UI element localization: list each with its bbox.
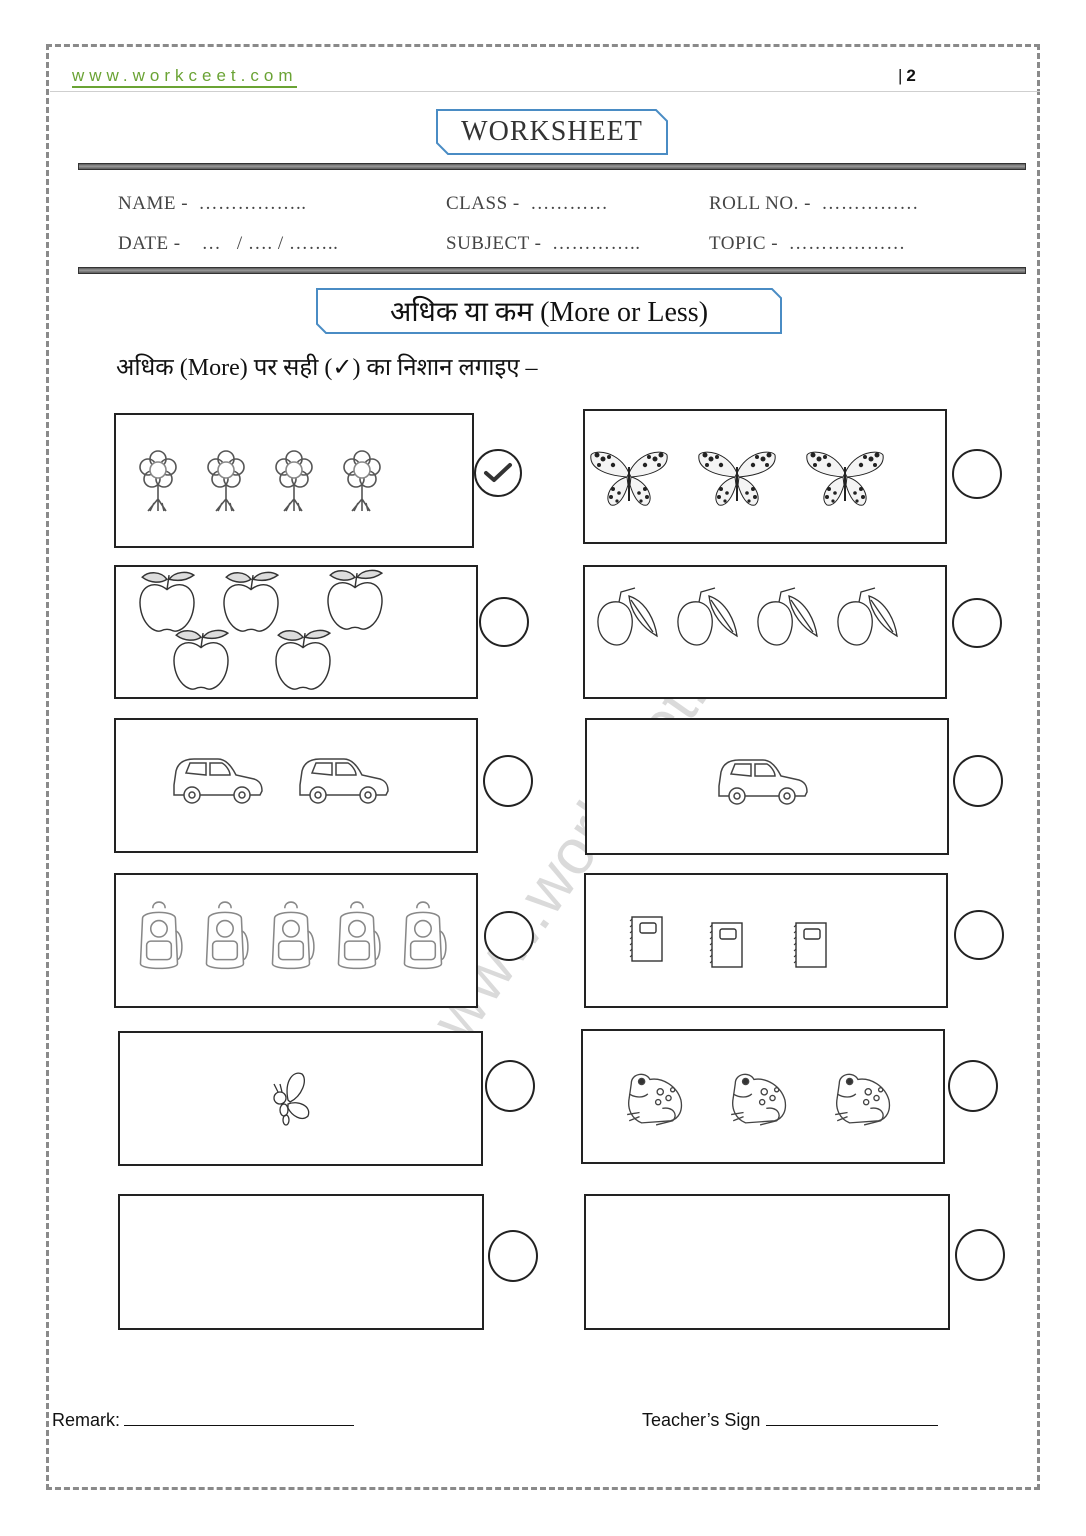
- school-bag-icon: [202, 900, 250, 972]
- exercise-2-right-card: [583, 565, 947, 699]
- small-butterfly-icon: [258, 1069, 314, 1129]
- page-number-value: 2: [906, 66, 916, 85]
- page-number: [898, 66, 916, 86]
- date-field[interactable]: DATE - … / …. / ……..: [118, 233, 339, 254]
- worksheet-title-box: [436, 109, 668, 155]
- exercise-2-left-card: [114, 565, 478, 699]
- school-bag-icon: [136, 900, 184, 972]
- exercise-6-right-card[interactable]: [584, 1194, 950, 1330]
- name-field[interactable]: NAME - ……………..: [118, 193, 307, 214]
- page-number-separator: |: [898, 66, 903, 85]
- topic-title-box: [316, 288, 782, 334]
- exercise-3-right-card: [585, 718, 949, 855]
- exercise-5-right-answer-circle[interactable]: [948, 1060, 998, 1112]
- frog-icon: [723, 1067, 791, 1127]
- flower-icon: [274, 449, 314, 513]
- car-icon: [296, 751, 392, 805]
- apple-icon: [324, 569, 386, 633]
- exercise-3-left-answer-circle[interactable]: [483, 755, 533, 807]
- exercise-1-left-answer-circle[interactable]: [474, 449, 522, 497]
- school-bag-icon: [334, 900, 382, 972]
- exercise-6-left-answer-circle[interactable]: [488, 1230, 538, 1282]
- notebook-icon: [792, 921, 828, 969]
- exercise-5-left-answer-circle[interactable]: [485, 1060, 535, 1112]
- exercise-2-right-answer-circle[interactable]: [952, 598, 1002, 648]
- mango-icon: [835, 583, 899, 651]
- apple-icon: [170, 629, 232, 693]
- exercise-1-right-card: [583, 409, 947, 544]
- flower-icon: [206, 449, 246, 513]
- car-group: [715, 752, 811, 806]
- flower-icon: [138, 449, 178, 513]
- butterfly-group: [589, 445, 885, 509]
- exercise-1-left-card: [114, 413, 474, 548]
- mango-icon: [675, 583, 739, 651]
- exercise-5-left-card: [118, 1031, 483, 1166]
- teacher-sign-row: [642, 1409, 938, 1431]
- frog-icon: [827, 1067, 895, 1127]
- car-icon: [715, 752, 811, 806]
- topic-title: अधिक या कम (More or Less): [389, 297, 709, 328]
- mango-icon: [595, 583, 659, 651]
- exercise-4-left-answer-circle[interactable]: [484, 911, 534, 961]
- apple-icon: [272, 629, 334, 693]
- exercise-6-left-card[interactable]: [118, 1194, 484, 1330]
- exercise-4-right-card: [584, 873, 948, 1008]
- flower-icon: [342, 449, 382, 513]
- butterfly-icon: [589, 445, 669, 509]
- notebook-icon: [628, 915, 664, 963]
- school-bag-group: [136, 900, 448, 972]
- roll-no-field[interactable]: ROLL NO. - ……………: [709, 193, 919, 214]
- remark-row: [52, 1409, 354, 1431]
- teacher-sign-input-line[interactable]: [766, 1409, 938, 1426]
- remark-label: Remark:: [52, 1410, 121, 1430]
- topic-field[interactable]: TOPIC - ………………: [709, 233, 906, 254]
- exercise-2-left-answer-circle[interactable]: [479, 597, 529, 647]
- butterfly-icon: [697, 445, 777, 509]
- mango-icon: [755, 583, 819, 651]
- site-url-link[interactable]: www.workceet.com: [72, 66, 297, 88]
- check-mark-icon: [483, 462, 513, 484]
- exercise-3-left-card: [114, 718, 478, 853]
- teacher-sign-label: Teacher’s Sign: [642, 1410, 761, 1430]
- exercise-3-right-answer-circle[interactable]: [953, 755, 1003, 807]
- header-divider: [50, 91, 1040, 92]
- apple-icon: [136, 571, 198, 635]
- frog-group: [619, 1067, 895, 1127]
- instruction-text: अधिक (More) पर सही (✓) का निशान लगाइए –: [116, 355, 538, 381]
- small-butterfly-group: [258, 1069, 314, 1129]
- school-bag-icon: [400, 900, 448, 972]
- worksheet-title: WORKSHEET: [461, 116, 643, 147]
- car-group: [170, 751, 392, 805]
- notebook-icon: [708, 921, 744, 969]
- mango-group: [595, 583, 899, 651]
- bottom-divider-bar: [78, 267, 1026, 274]
- top-divider-bar: [78, 163, 1026, 170]
- exercise-6-right-answer-circle[interactable]: [955, 1229, 1005, 1281]
- exercise-5-right-card: [581, 1029, 945, 1164]
- car-icon: [170, 751, 266, 805]
- remark-input-line[interactable]: [124, 1409, 354, 1426]
- class-field[interactable]: CLASS - …………: [446, 193, 609, 214]
- flower-group: [138, 449, 382, 513]
- exercise-4-left-card: [114, 873, 478, 1008]
- exercise-4-right-answer-circle[interactable]: [954, 910, 1004, 960]
- apple-group: [116, 567, 476, 697]
- exercise-1-right-answer-circle[interactable]: [952, 449, 1002, 499]
- frog-icon: [619, 1067, 687, 1127]
- butterfly-icon: [805, 445, 885, 509]
- subject-field[interactable]: SUBJECT - …………..: [446, 233, 641, 254]
- apple-icon: [220, 571, 282, 635]
- school-bag-icon: [268, 900, 316, 972]
- notebook-group: [586, 875, 946, 1006]
